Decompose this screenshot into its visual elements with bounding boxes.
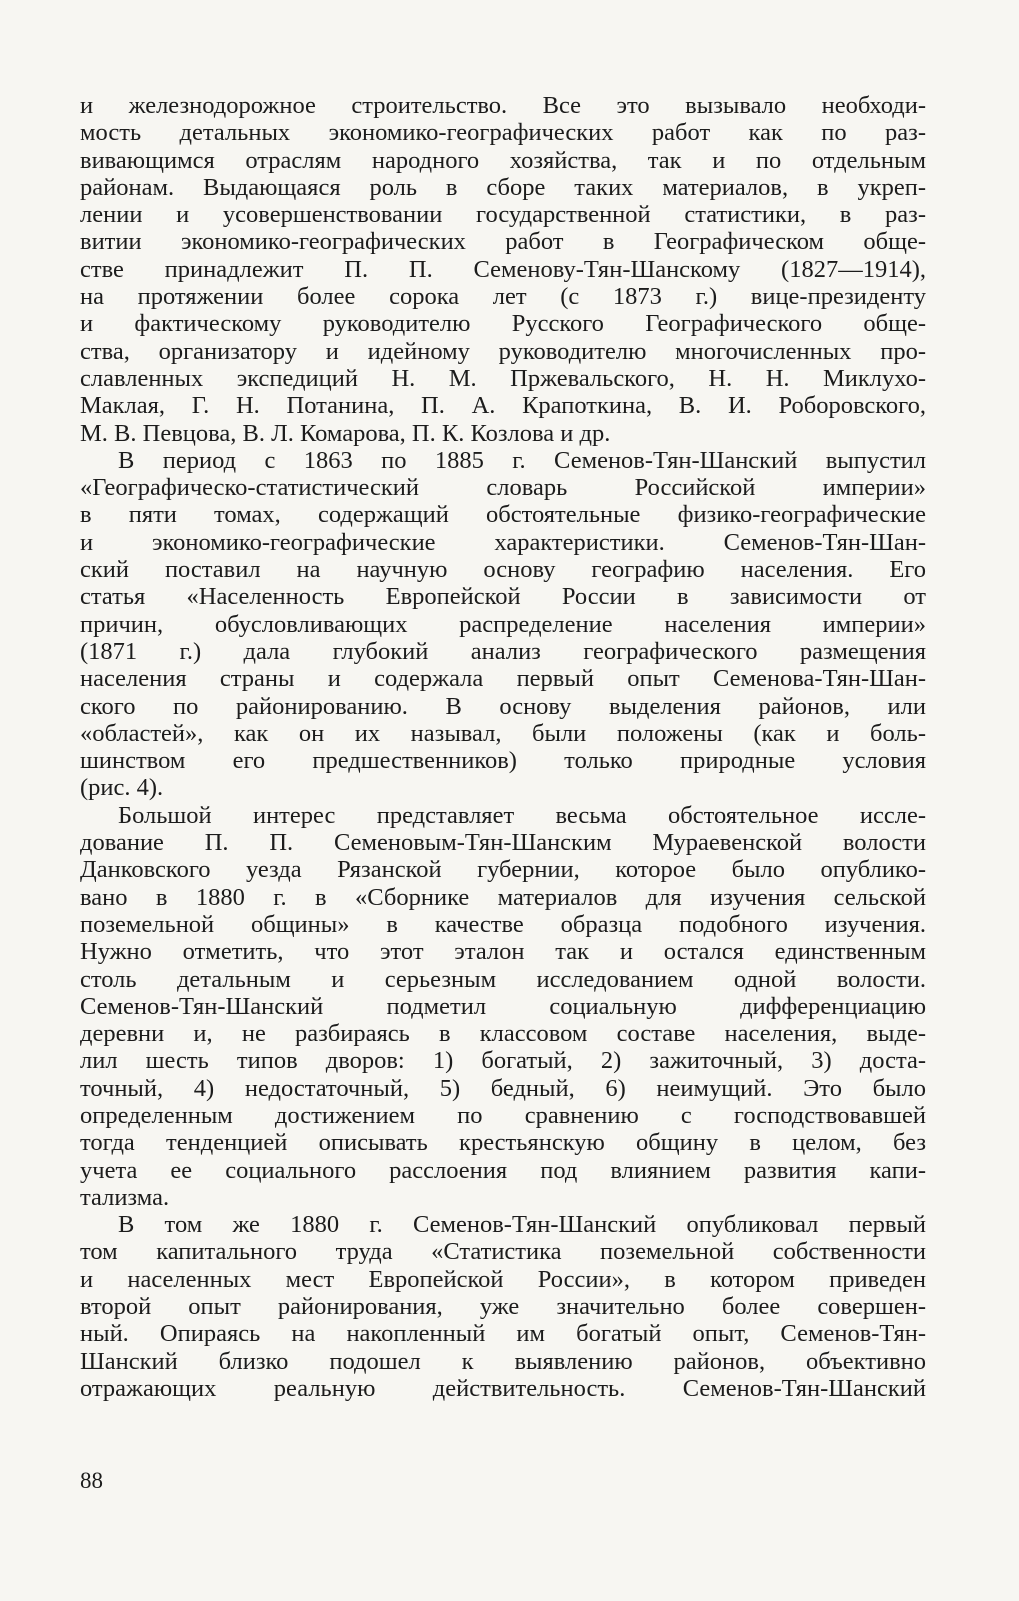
text-line: поземельной общины» в качестве образца подобного изучения. bbox=[80, 910, 926, 938]
text-line: тализма. bbox=[80, 1183, 170, 1211]
text-line: точный, 4) недостаточный, 5) бедный, 6) неимущий. Это было bbox=[80, 1074, 926, 1102]
text-line: мость детальных экономико-географических работ как по раз- bbox=[80, 119, 926, 147]
text-line: (1871 г.) дала глубокий анализ географического размещения bbox=[80, 637, 926, 665]
text-line: вивающимся отраслям народного хозяйства, так и по отдельным bbox=[80, 146, 926, 174]
text-line: Шанский близко подошел к выявлению районов, объективно bbox=[80, 1347, 926, 1375]
text-line: учета ее социального расслоения под влиянием развития капи- bbox=[80, 1156, 926, 1184]
text-line: (рис. 4). bbox=[80, 774, 164, 802]
text-line: и железнодорожное строительство. Все это вызывало необходи- bbox=[80, 92, 926, 119]
text-line: В период с 1863 по 1885 г. Семенов-Тян-Шанский выпустил bbox=[118, 446, 926, 474]
text-line: определенным достижением по сравнению с господствовавшей bbox=[80, 1101, 926, 1129]
text-line: Семенов-Тян-Шанский подметил социальную дифференциацию bbox=[80, 992, 926, 1020]
text-line: статья «Населенность Европейской России в зависимости от bbox=[80, 583, 926, 611]
text-line: Большой интерес представляет весьма обстоятельное иссле- bbox=[118, 801, 926, 829]
text-line: деревни и, не разбираясь в классовом составе населения, выде- bbox=[80, 1020, 926, 1048]
text-line: лении и усовершенствовании государственной статистики, в раз- bbox=[80, 201, 926, 229]
text-line: второй опыт районирования, уже значительно более совершен- bbox=[80, 1293, 926, 1321]
text-line: вано в 1880 г. в «Сборнике материалов для изучения сельской bbox=[80, 883, 926, 911]
text-line: В том же 1880 г. Семенов-Тян-Шанский опубликовал первый bbox=[118, 1211, 926, 1239]
page-number: 88 bbox=[80, 1468, 103, 1493]
text-line: лил шесть типов дворов: 1) богатый, 2) зажиточный, 3) доста- bbox=[80, 1047, 926, 1075]
text-line: населения страны и содержала первый опыт Семенова-Тян-Шан- bbox=[80, 665, 926, 693]
text-line: ства, организатору и идейному руководителю многочисленных про- bbox=[80, 337, 926, 365]
text-line: ский поставил на научную основу географию населения. Его bbox=[80, 556, 926, 584]
text-line: Нужно отметить, что этот эталон так и остался единственным bbox=[80, 938, 926, 966]
text-line: дование П. П. Семеновым-Тян-Шанским Мураевенской волости bbox=[80, 829, 926, 857]
text-line: ный. Опираясь на накопленный им богатый опыт, Семенов-Тян- bbox=[80, 1320, 926, 1348]
text-line: столь детальным и серьезным исследованием одной волости. bbox=[80, 965, 926, 993]
text-line: славленных экспедиций Н. М. Пржевальского, Н. Н. Миклухо- bbox=[80, 364, 926, 392]
text-line: и экономико-географические характеристики. Семенов-Тян-Шан- bbox=[80, 528, 926, 556]
text-line: причин, обусловливающих распределение населения империи» bbox=[80, 610, 926, 638]
text-line: районам. Выдающаяся роль в сборе таких материалов, в укреп- bbox=[80, 173, 926, 201]
text-line: шинством его предшественников) только природные условия bbox=[80, 747, 926, 775]
text-line: и фактическому руководителю Русского Географического обще- bbox=[80, 310, 926, 338]
text-line: ского по районированию. В основу выделения районов, или bbox=[80, 692, 926, 720]
text-line: отражающих реальную действительность. Семенов-Тян-Шанский bbox=[80, 1374, 926, 1402]
text-line: в пяти томах, содержащий обстоятельные физико-географические bbox=[80, 501, 926, 529]
text-line: стве принадлежит П. П. Семенову-Тян-Шанскому (1827—1914), bbox=[80, 255, 926, 283]
text-line: М. В. Певцова, В. Л. Комарова, П. К. Козлова и др. bbox=[80, 419, 611, 447]
text-line: том капитального труда «Статистика поземельной собственности bbox=[80, 1238, 926, 1266]
text-line: Маклая, Г. Н. Потанина, П. А. Крапоткина, В. И. Роборовского, bbox=[80, 392, 926, 420]
text-line: «областей», как он их называл, были положены (как и боль- bbox=[80, 719, 926, 747]
text-line: Данковского уезда Рязанской губернии, которое было опублико- bbox=[80, 856, 926, 884]
body-text bbox=[80, 92, 926, 1402]
text-line: витии экономико-географических работ в Географическом обще- bbox=[80, 228, 926, 256]
text-line: на протяжении более сорока лет (с 1873 г.) вице-президенту bbox=[80, 283, 926, 311]
text-line: «Географическо-статистический словарь Российской империи» bbox=[80, 474, 926, 502]
text-line: тогда тенденцией описывать крестьянскую общину в целом, без bbox=[80, 1129, 926, 1157]
text-line: и населенных мест Европейской России», в котором приведен bbox=[80, 1265, 926, 1293]
